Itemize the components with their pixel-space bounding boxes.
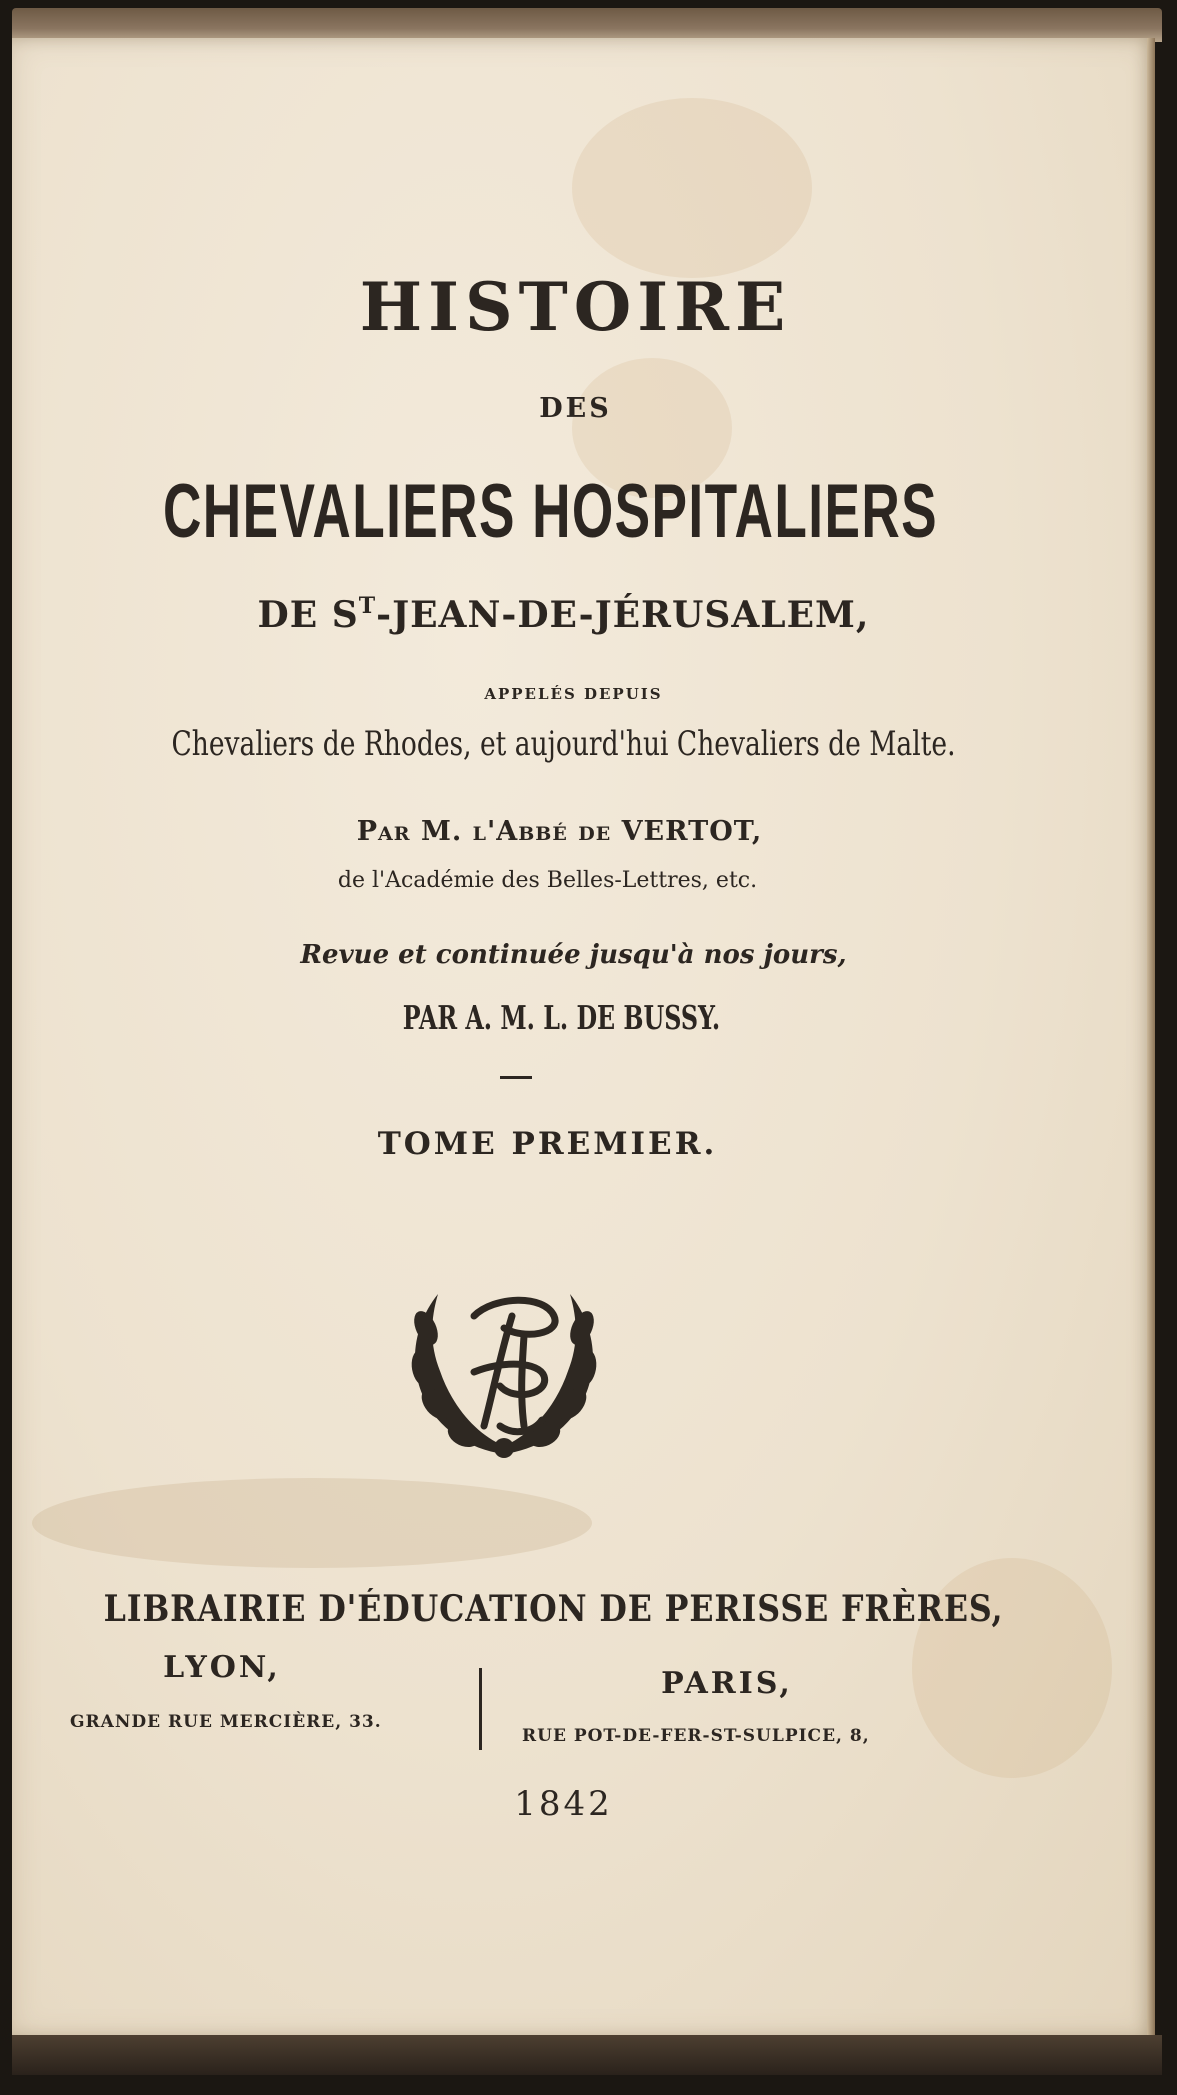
book-bottom-edge	[12, 2035, 1162, 2075]
book-top-edge	[12, 8, 1162, 42]
stain	[572, 98, 812, 278]
title-connector: DES	[539, 393, 612, 424]
subtitle-prefix: DE S	[257, 594, 359, 636]
subtitle	[0, 593, 1135, 636]
city-lyon: LYON,	[163, 1650, 281, 1685]
alternate-names: Chevaliers de Rhodes, et aujourd'hui Chevaliers de Malte.	[171, 724, 956, 764]
page-edge-shadow	[1147, 38, 1155, 2038]
author-affiliation: de l'Académie des Belles-Lettres, etc.	[337, 868, 758, 893]
subtitle-rest: -JEAN-DE-JÉRUSALEM,	[376, 594, 870, 636]
address-lyon: GRANDE RUE MERCIÈRE, 33.	[70, 1712, 382, 1732]
wreath-monogram-icon	[404, 1276, 604, 1466]
book-title: HISTOIRE	[359, 268, 792, 346]
revision-note: Revue et continuée jusqu'à nos jours,	[300, 940, 847, 970]
publisher: LIBRAIRIE D'ÉDUCATION DE PERISSE FRÈRES,	[103, 1588, 1004, 1630]
author-line	[0, 816, 1131, 847]
stain	[32, 1478, 592, 1568]
author-prefix: Par M. l'Abbé de	[356, 816, 612, 847]
volume-label: TOME PREMIER.	[377, 1126, 718, 1162]
author-name: VERTOT,	[621, 816, 763, 847]
publication-year: 1842	[514, 1784, 613, 1824]
subtitle-superscript: T	[358, 593, 377, 619]
appeles-depuis: APPELÉS DEPUIS	[484, 685, 663, 703]
column-divider	[479, 1668, 482, 1750]
separator-rule	[500, 1076, 532, 1079]
city-paris: PARIS,	[661, 1666, 793, 1701]
reviser-name: PAR A. M. L. DE BUSSY.	[402, 998, 721, 1037]
address-paris: RUE POT-DE-FER-ST-SULPICE, 8,	[522, 1726, 870, 1746]
title-page	[12, 38, 1155, 2038]
main-title: CHEVALIERS HOSPITALIERS	[162, 469, 939, 554]
